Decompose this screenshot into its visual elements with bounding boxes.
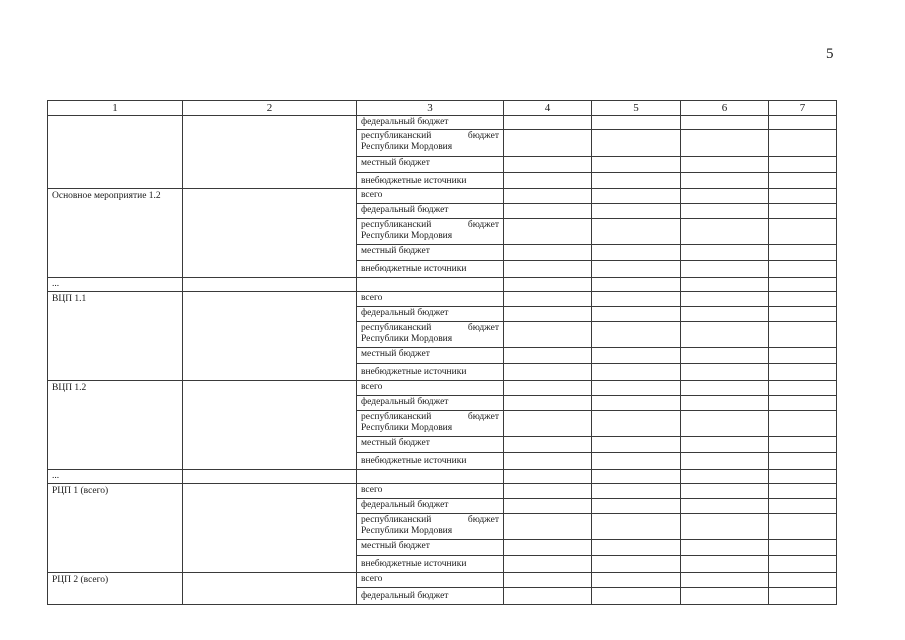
value-cell — [592, 364, 681, 381]
value-cell — [504, 540, 592, 556]
value-cell — [769, 116, 837, 130]
value-cell — [504, 437, 592, 453]
value-cell — [504, 573, 592, 588]
source-federal: федеральный бюджет — [357, 307, 504, 322]
table-row — [48, 278, 837, 292]
source-republican: республиканский бюджет Республики Мордовия — [357, 411, 504, 437]
value-cell — [681, 499, 769, 514]
value-cell — [504, 307, 592, 322]
value-cell — [592, 348, 681, 364]
value-cell — [769, 499, 837, 514]
source-total: всего — [357, 292, 504, 307]
value-cell — [681, 173, 769, 189]
value-cell — [504, 348, 592, 364]
value-cell — [504, 245, 592, 261]
value-cell — [681, 189, 769, 204]
source-extrabudgetary: внебюджетные источники — [357, 556, 504, 573]
value-cell — [681, 573, 769, 588]
header-cell: 4 — [504, 101, 592, 116]
value-cell — [504, 484, 592, 499]
value-cell — [592, 204, 681, 219]
source-republican: республиканский бюджет Республики Мордовия — [357, 514, 504, 540]
value-cell — [592, 573, 681, 588]
value-cell — [357, 470, 504, 484]
source-extrabudgetary: внебюджетные источники — [357, 173, 504, 189]
value-cell — [592, 116, 681, 130]
value-cell — [504, 189, 592, 204]
value-cell — [592, 470, 681, 484]
value-cell — [769, 204, 837, 219]
header-cell: 1 — [48, 101, 183, 116]
value-cell — [592, 540, 681, 556]
table-row — [48, 573, 837, 588]
value-cell — [769, 307, 837, 322]
header-cell: 6 — [681, 101, 769, 116]
table-row — [48, 292, 837, 307]
value-cell — [769, 157, 837, 173]
source-federal: федеральный бюджет — [357, 204, 504, 219]
value-cell — [183, 278, 357, 292]
value-cell — [769, 364, 837, 381]
value-cell — [504, 453, 592, 470]
source-federal: федеральный бюджет — [357, 588, 504, 605]
value-cell — [769, 245, 837, 261]
event-cell — [48, 116, 183, 189]
value-cell — [681, 278, 769, 292]
value-cell — [681, 245, 769, 261]
source-federal: федеральный бюджет — [357, 499, 504, 514]
value-cell — [769, 484, 837, 499]
source-republican: республиканский бюджет Республики Мордовия — [357, 130, 504, 157]
value-cell — [681, 484, 769, 499]
value-cell — [681, 322, 769, 348]
value-cell — [504, 173, 592, 189]
value-cell — [681, 157, 769, 173]
value-cell — [681, 261, 769, 278]
value-cell — [504, 556, 592, 573]
source-federal: федеральный бюджет — [357, 116, 504, 130]
responsible-cell — [183, 484, 357, 573]
value-cell — [769, 130, 837, 157]
source-local: местный бюджет — [357, 540, 504, 556]
value-cell — [504, 116, 592, 130]
value-cell — [681, 411, 769, 437]
header-cell: 2 — [183, 101, 357, 116]
responsible-cell — [183, 292, 357, 381]
value-cell — [769, 322, 837, 348]
value-cell — [504, 157, 592, 173]
ellipsis-row: ... — [48, 470, 183, 484]
value-cell — [504, 278, 592, 292]
value-cell — [769, 588, 837, 605]
source-extrabudgetary: внебюджетные источники — [357, 364, 504, 381]
value-cell — [681, 116, 769, 130]
value-cell — [592, 245, 681, 261]
value-cell — [769, 219, 837, 245]
event-vcp-1-2: ВЦП 1.2 — [48, 381, 183, 470]
event-vcp-1-1: ВЦП 1.1 — [48, 292, 183, 381]
table-header-row — [48, 101, 837, 116]
source-total: всего — [357, 189, 504, 204]
value-cell — [681, 556, 769, 573]
value-cell — [769, 470, 837, 484]
source-republican: республиканский бюджет Республики Мордовия — [357, 322, 504, 348]
value-cell — [681, 588, 769, 605]
value-cell — [592, 396, 681, 411]
value-cell — [769, 173, 837, 189]
header-cell: 3 — [357, 101, 504, 116]
value-cell — [592, 437, 681, 453]
value-cell — [592, 307, 681, 322]
header-cell: 5 — [592, 101, 681, 116]
value-cell — [681, 381, 769, 396]
value-cell — [681, 396, 769, 411]
value-cell — [769, 573, 837, 588]
ellipsis-row: ... — [48, 278, 183, 292]
value-cell — [769, 278, 837, 292]
value-cell — [504, 499, 592, 514]
value-cell — [592, 173, 681, 189]
value-cell — [681, 470, 769, 484]
value-cell — [769, 381, 837, 396]
value-cell — [504, 381, 592, 396]
responsible-cell — [183, 189, 357, 278]
value-cell — [592, 556, 681, 573]
source-federal: федеральный бюджет — [357, 396, 504, 411]
value-cell — [592, 381, 681, 396]
value-cell — [183, 470, 357, 484]
value-cell — [504, 514, 592, 540]
value-cell — [592, 514, 681, 540]
source-extrabudgetary: внебюджетные источники — [357, 453, 504, 470]
source-total: всего — [357, 484, 504, 499]
source-local: местный бюджет — [357, 437, 504, 453]
budget-table — [47, 100, 837, 605]
value-cell — [504, 322, 592, 348]
source-republican: республиканский бюджет Республики Мордовия — [357, 219, 504, 245]
value-cell — [592, 219, 681, 245]
responsible-cell — [183, 116, 357, 189]
value-cell — [592, 157, 681, 173]
source-local: местный бюджет — [357, 245, 504, 261]
value-cell — [504, 261, 592, 278]
value-cell — [504, 588, 592, 605]
table-row — [48, 484, 837, 499]
source-total: всего — [357, 381, 504, 396]
value-cell — [769, 348, 837, 364]
value-cell — [769, 540, 837, 556]
value-cell — [504, 292, 592, 307]
table-row — [48, 116, 837, 130]
value-cell — [681, 453, 769, 470]
value-cell — [769, 437, 837, 453]
value-cell — [681, 204, 769, 219]
value-cell — [592, 453, 681, 470]
value-cell — [681, 364, 769, 381]
source-local: местный бюджет — [357, 157, 504, 173]
value-cell — [769, 261, 837, 278]
value-cell — [592, 588, 681, 605]
value-cell — [504, 364, 592, 381]
table-row — [48, 189, 837, 204]
value-cell — [504, 130, 592, 157]
source-extrabudgetary: внебюджетные источники — [357, 261, 504, 278]
event-rcp-2-total: РЦП 2 (всего) — [48, 573, 183, 605]
value-cell — [592, 484, 681, 499]
value-cell — [769, 514, 837, 540]
value-cell — [681, 307, 769, 322]
event-rcp-1-total: РЦП 1 (всего) — [48, 484, 183, 573]
table-row — [48, 381, 837, 396]
value-cell — [592, 189, 681, 204]
value-cell — [592, 292, 681, 307]
value-cell — [592, 261, 681, 278]
value-cell — [504, 396, 592, 411]
value-cell — [681, 219, 769, 245]
value-cell — [592, 278, 681, 292]
event-main-1-2: Основное мероприятие 1.2 — [48, 189, 183, 278]
value-cell — [681, 540, 769, 556]
value-cell — [592, 322, 681, 348]
source-local: местный бюджет — [357, 348, 504, 364]
page-number: 5 — [826, 46, 834, 62]
value-cell — [769, 189, 837, 204]
value-cell — [504, 411, 592, 437]
value-cell — [504, 204, 592, 219]
value-cell — [592, 411, 681, 437]
header-cell: 7 — [769, 101, 837, 116]
responsible-cell — [183, 381, 357, 470]
value-cell — [681, 348, 769, 364]
value-cell — [681, 437, 769, 453]
source-total: всего — [357, 573, 504, 588]
value-cell — [769, 453, 837, 470]
value-cell — [357, 278, 504, 292]
value-cell — [592, 499, 681, 514]
value-cell — [769, 411, 837, 437]
value-cell — [769, 556, 837, 573]
value-cell — [592, 130, 681, 157]
value-cell — [769, 396, 837, 411]
value-cell — [769, 292, 837, 307]
value-cell — [681, 292, 769, 307]
value-cell — [681, 130, 769, 157]
table-row — [48, 470, 837, 484]
responsible-cell — [183, 573, 357, 605]
value-cell — [504, 219, 592, 245]
value-cell — [504, 470, 592, 484]
value-cell — [681, 514, 769, 540]
